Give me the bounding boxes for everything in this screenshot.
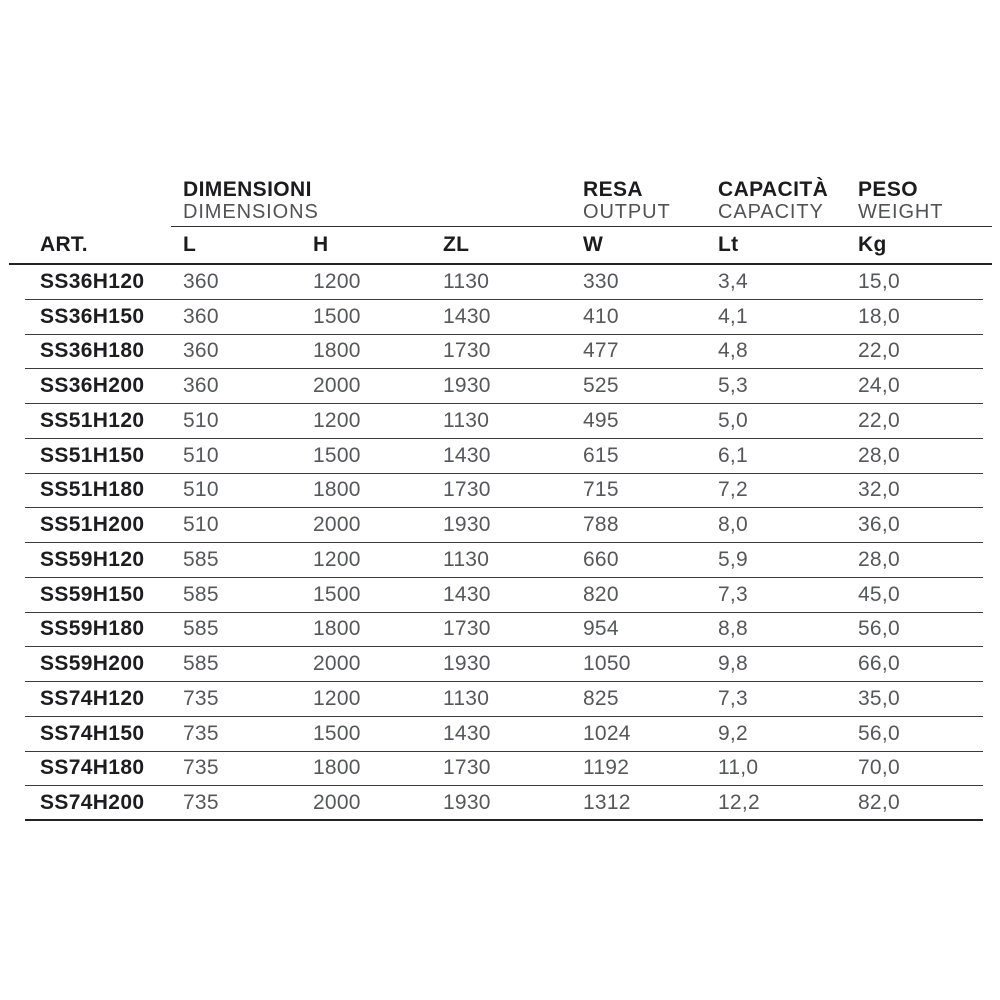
cell-kg: 24,0 [858, 374, 900, 398]
cell-art: SS74H120 [40, 686, 145, 710]
cell-zl: 1130 [443, 269, 490, 293]
column-header-lt: Lt [718, 233, 739, 256]
cell-h: 1200 [313, 408, 361, 432]
column-header-art: ART. [40, 233, 88, 256]
table-body [25, 265, 983, 821]
group-header-output [583, 178, 718, 223]
cell-w: 410 [583, 304, 619, 328]
cell-w: 715 [583, 478, 619, 502]
cell-zl: 1930 [443, 374, 491, 398]
cell-kg: 22,0 [858, 408, 900, 432]
cell-l: 585 [183, 547, 219, 571]
cell-w: 477 [583, 339, 619, 363]
group-header-label: DIMENSIONI [183, 178, 312, 201]
cell-h: 2000 [313, 652, 361, 676]
cell-l: 585 [183, 652, 219, 676]
cell-zl: 1730 [443, 756, 491, 780]
cell-lt: 7,3 [718, 582, 748, 606]
table-row [25, 647, 983, 682]
cell-h: 1800 [313, 478, 361, 502]
cell-w: 615 [583, 443, 619, 467]
group-header-sublabel: DIMENSIONS [183, 201, 319, 223]
cell-h: 2000 [313, 790, 361, 814]
table-column-header [25, 227, 983, 263]
table-row [25, 717, 983, 752]
cell-h: 1800 [313, 617, 361, 641]
cell-kg: 15,0 [858, 269, 900, 293]
table-row [25, 335, 983, 370]
cell-lt: 4,1 [718, 304, 748, 328]
cell-kg: 82,0 [858, 790, 900, 814]
cell-lt: 7,2 [718, 478, 748, 502]
cell-l: 360 [183, 304, 219, 328]
cell-lt: 5,9 [718, 547, 748, 571]
cell-lt: 8,8 [718, 617, 748, 641]
cell-art: SS51H150 [40, 443, 145, 467]
cell-l: 735 [183, 756, 219, 780]
cell-w: 525 [583, 374, 619, 398]
cell-l: 735 [183, 721, 219, 745]
cell-kg: 56,0 [858, 617, 900, 641]
cell-l: 510 [183, 513, 219, 537]
cell-art: SS51H200 [40, 513, 145, 537]
cell-zl: 1130 [443, 547, 490, 571]
cell-l: 510 [183, 443, 219, 467]
cell-zl: 1130 [443, 408, 490, 432]
cell-l: 360 [183, 269, 219, 293]
cell-lt: 8,0 [718, 513, 748, 537]
column-header-h: H [313, 233, 329, 256]
table-row [25, 578, 983, 613]
cell-w: 1312 [583, 790, 631, 814]
cell-lt: 6,1 [718, 443, 748, 467]
cell-zl: 1730 [443, 478, 491, 502]
table-row [25, 786, 983, 821]
cell-l: 360 [183, 374, 219, 398]
cell-art: SS59H200 [40, 652, 145, 676]
cell-lt: 9,2 [718, 721, 748, 745]
group-header-label: RESA [583, 178, 643, 201]
cell-kg: 18,0 [858, 304, 900, 328]
cell-zl: 1930 [443, 513, 491, 537]
cell-h: 1500 [313, 721, 361, 745]
table-row [25, 369, 983, 404]
table-row [25, 474, 983, 509]
cell-art: SS51H180 [40, 478, 145, 502]
cell-zl: 1430 [443, 721, 491, 745]
column-header-w: W [583, 233, 604, 256]
cell-l: 510 [183, 478, 219, 502]
cell-kg: 56,0 [858, 721, 900, 745]
cell-zl: 1730 [443, 617, 491, 641]
cell-art: SS59H120 [40, 547, 145, 571]
cell-w: 1024 [583, 721, 631, 745]
cell-lt: 5,0 [718, 408, 748, 432]
cell-zl: 1430 [443, 582, 491, 606]
cell-art: SS36H180 [40, 339, 145, 363]
cell-h: 2000 [313, 513, 361, 537]
cell-h: 1200 [313, 686, 361, 710]
table-row [25, 439, 983, 474]
cell-h: 1200 [313, 547, 361, 571]
cell-kg: 45,0 [858, 582, 900, 606]
group-header-capacity [718, 178, 858, 223]
cell-art: SS36H120 [40, 269, 145, 293]
group-header-dimensions [183, 178, 583, 223]
cell-zl: 1930 [443, 790, 491, 814]
cell-l: 735 [183, 790, 219, 814]
cell-w: 660 [583, 547, 619, 571]
cell-w: 788 [583, 513, 619, 537]
cell-l: 585 [183, 617, 219, 641]
cell-art: SS74H180 [40, 756, 145, 780]
cell-art: SS51H120 [40, 408, 145, 432]
cell-kg: 70,0 [858, 756, 900, 780]
cell-art: SS36H200 [40, 374, 145, 398]
cell-h: 1500 [313, 443, 361, 467]
cell-lt: 12,2 [718, 790, 760, 814]
cell-l: 585 [183, 582, 219, 606]
cell-zl: 1430 [443, 443, 491, 467]
cell-h: 1200 [313, 269, 361, 293]
group-header-weight [858, 178, 983, 223]
cell-w: 1050 [583, 652, 631, 676]
cell-zl: 1430 [443, 304, 491, 328]
cell-kg: 28,0 [858, 443, 900, 467]
cell-art: SS59H150 [40, 582, 145, 606]
cell-lt: 7,3 [718, 686, 748, 710]
table-row [25, 752, 983, 787]
cell-h: 1800 [313, 756, 361, 780]
table-row [25, 613, 983, 648]
table-row [25, 508, 983, 543]
cell-w: 820 [583, 582, 619, 606]
cell-art: SS74H200 [40, 790, 145, 814]
cell-kg: 32,0 [858, 478, 900, 502]
table-row [25, 300, 983, 335]
cell-art: SS36H150 [40, 304, 145, 328]
cell-w: 825 [583, 686, 619, 710]
table-row [25, 265, 983, 300]
cell-kg: 35,0 [858, 686, 900, 710]
cell-zl: 1730 [443, 339, 491, 363]
table-row [25, 404, 983, 439]
table-row [25, 543, 983, 578]
cell-zl: 1930 [443, 652, 491, 676]
group-header-label: PESO [858, 178, 918, 201]
cell-lt: 9,8 [718, 652, 748, 676]
cell-w: 954 [583, 617, 619, 641]
cell-w: 330 [583, 269, 619, 293]
cell-h: 1500 [313, 304, 361, 328]
cell-w: 495 [583, 408, 619, 432]
group-header-sublabel: OUTPUT [583, 201, 671, 223]
cell-kg: 36,0 [858, 513, 900, 537]
spec-table [25, 178, 983, 821]
table-row [25, 682, 983, 717]
cell-lt: 3,4 [718, 269, 748, 293]
column-header-zl: ZL [443, 233, 470, 256]
cell-l: 510 [183, 408, 219, 432]
cell-lt: 4,8 [718, 339, 748, 363]
cell-art: SS74H150 [40, 721, 145, 745]
group-header-sublabel: CAPACITY [718, 201, 824, 223]
cell-art: SS59H180 [40, 617, 145, 641]
group-header-sublabel: WEIGHT [858, 201, 944, 223]
cell-h: 2000 [313, 374, 361, 398]
table-group-header [25, 178, 983, 226]
cell-h: 1500 [313, 582, 361, 606]
cell-zl: 1130 [443, 686, 490, 710]
group-header-label: CAPACITÀ [718, 178, 829, 201]
column-header-l: L [183, 233, 197, 256]
cell-l: 735 [183, 686, 219, 710]
column-header-kg: Kg [858, 233, 887, 256]
cell-w: 1192 [583, 756, 630, 780]
cell-kg: 22,0 [858, 339, 900, 363]
cell-l: 360 [183, 339, 219, 363]
cell-h: 1800 [313, 339, 361, 363]
cell-kg: 66,0 [858, 652, 900, 676]
cell-kg: 28,0 [858, 547, 900, 571]
cell-lt: 11,0 [718, 756, 759, 780]
cell-lt: 5,3 [718, 374, 748, 398]
